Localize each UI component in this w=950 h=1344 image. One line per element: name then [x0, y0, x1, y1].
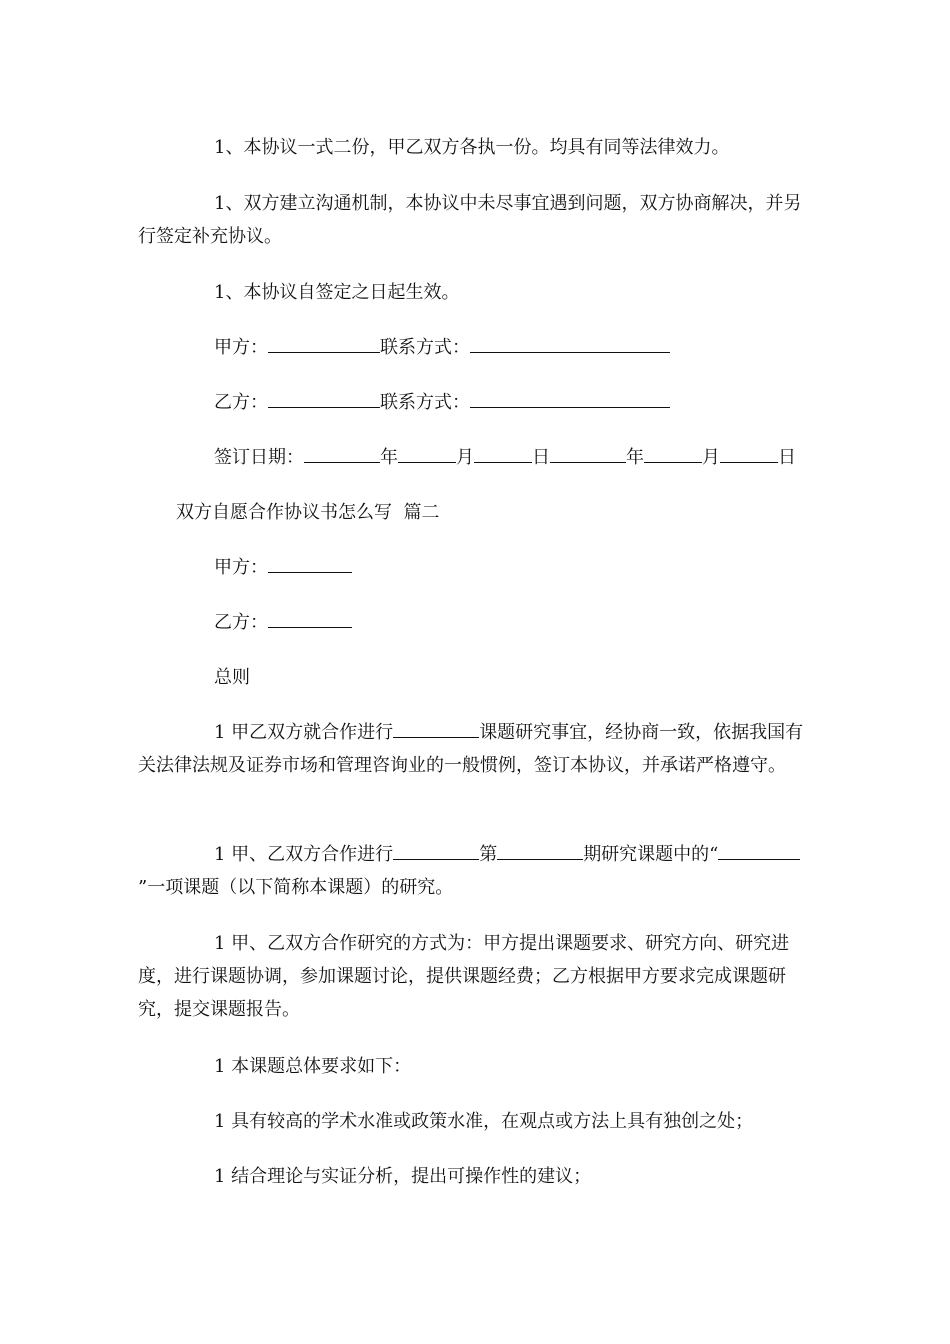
clause-project-d: ”一项课题（以下简称本课题）的研究。 — [138, 877, 454, 898]
contact-label-a: 联系方式： — [380, 337, 470, 358]
party-b2-line — [138, 606, 810, 639]
requirement-1: 1 具有较高的学术水准或政策水准，在观点或方法上具有独创之处； — [214, 1111, 754, 1132]
day-blank-1 — [474, 461, 532, 463]
clause-cooperation-rest: 课题研究事宜，经协商一致，依据我国有关法律法规及证券市场和管理咨询业的一般惯例，签订本协议，并承诺严格遵守。 — [138, 722, 804, 776]
clause-project-a: 1 甲、乙双方合作进行 — [214, 844, 394, 865]
requirement-2: 1 结合理论与实证分析，提出可操作性的建议； — [214, 1166, 592, 1187]
party-b-line — [138, 386, 810, 419]
month-blank-2 — [644, 461, 702, 463]
year-label-1: 年 — [380, 447, 398, 468]
day-label-1: 日 — [532, 447, 550, 468]
project-blank-1 — [393, 858, 479, 860]
clause-project-b: 第 — [479, 844, 498, 865]
party-a-label: 甲方： — [214, 337, 268, 358]
topic-blank — [393, 736, 479, 738]
month-label-2: 月 — [702, 447, 720, 468]
clause-copies: 1、本协议一式二份，甲乙双方各执一份。均具有同等法律效力。 — [214, 137, 730, 158]
month-blank-1 — [398, 461, 456, 463]
party-a2-blank — [268, 571, 352, 573]
clause-project-c: 期研究课题中的“ — [583, 844, 719, 865]
day-blank-2 — [720, 461, 778, 463]
sign-date-line — [138, 441, 810, 474]
contact-b-blank — [470, 406, 670, 408]
contact-a-blank — [470, 351, 670, 353]
party-a-line — [138, 331, 810, 364]
party-b-blank — [268, 406, 380, 408]
clause-method: 1 甲、乙双方合作研究的方式为：甲方提出课题要求、研究方向、研究进度，进行课题协调，参加课题讨论，提供课题经费；乙方根据甲方要求完成课题研究，提交课题报告。 — [138, 933, 790, 1020]
party-b2-label: 乙方： — [214, 612, 268, 633]
party-b-label: 乙方： — [214, 392, 268, 413]
clause-communication: 1、双方建立沟通机制，本协议中未尽事宜遇到问题，双方协商解决，并另行签定补充协议。 — [138, 193, 802, 247]
month-label-1: 月 — [456, 447, 474, 468]
clause-cooperation-lead: 1 甲乙双方就合作进行 — [214, 722, 394, 743]
year-blank-1 — [304, 461, 380, 463]
year-blank-2 — [550, 461, 626, 463]
contact-label-b: 联系方式： — [380, 392, 470, 413]
party-a2-line — [138, 551, 810, 584]
section-title: 双方自愿合作协议书怎么写 篇二 — [176, 502, 440, 523]
party-a2-label: 甲方： — [214, 557, 268, 578]
clause-effective: 1、本协议自签定之日起生效。 — [214, 282, 460, 303]
party-a-blank — [268, 351, 380, 353]
project-blank-3b — [782, 858, 800, 860]
clause-requirements: 1 本课题总体要求如下： — [214, 1056, 412, 1077]
clause-project — [138, 838, 810, 904]
year-label-2: 年 — [626, 447, 644, 468]
sign-date-label: 签订日期： — [214, 447, 304, 468]
clause-cooperation — [138, 716, 810, 782]
day-label-2: 日 — [778, 447, 796, 468]
project-blank-2 — [497, 858, 583, 860]
party-b2-blank — [268, 626, 352, 628]
general-heading: 总则 — [214, 667, 250, 688]
project-blank-3a — [718, 858, 782, 860]
